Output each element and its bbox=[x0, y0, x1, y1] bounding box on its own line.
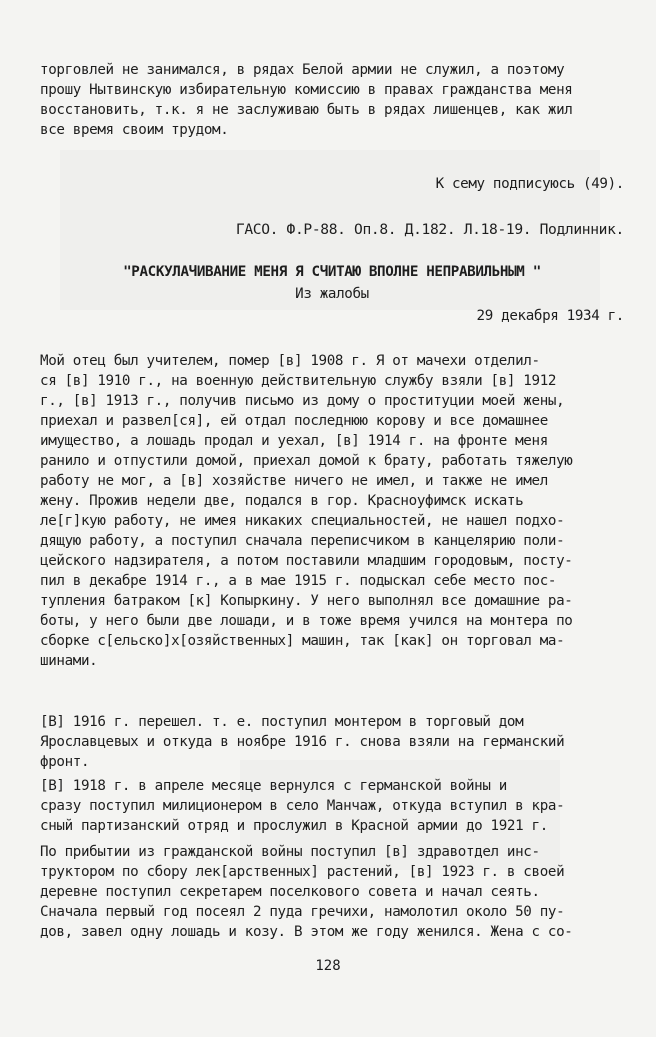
text-line: Ярославцевых и откуда в ноябре 1916 г. снова взяли на германский bbox=[40, 734, 565, 750]
text-line: сный партизанский отряд и прослужил в Красной армии до 1921 г. bbox=[40, 818, 548, 834]
text-line: прошу Нытвинскую избирательную комиссию в правах гражданства меня bbox=[40, 82, 573, 98]
text-line: Сначала первый год посеял 2 пуда гречихи, намолотил около 50 пу- bbox=[40, 904, 565, 920]
text-line: По прибытии из гражданской войны поступил [в] здравотдел инс- bbox=[40, 844, 540, 860]
text-line: цейского надзирателя, а потом поставили младшим городовым, посту- bbox=[40, 553, 573, 569]
text-line: [В] 1916 г. перешел. т. е. поступил монтером в торговый дом bbox=[40, 714, 524, 730]
document-title bbox=[40, 262, 624, 282]
text-line: шинами. bbox=[40, 653, 98, 669]
text-line: работу не мог, а [в] хозяйстве ничего не имел, и также не имел bbox=[40, 473, 548, 489]
text-line: сразу поступил милиционером в село Манчаж, откуда вступил в кра- bbox=[40, 798, 565, 814]
text-line: жену. Прожив недели две, подался в гор. Красноуфимск искать bbox=[40, 493, 524, 509]
top-paragraph bbox=[40, 60, 624, 140]
archive-reference-text: ГАСО. Ф.Р-88. Оп.8. Д.182. Л.18-19. Подлинник. bbox=[235, 221, 624, 238]
text-line: торговлей не занимался, в рядах Белой армии не служил, а поэтому bbox=[40, 62, 565, 78]
paragraph-1 bbox=[40, 351, 624, 671]
page-number: 128 bbox=[315, 958, 341, 974]
paragraph-3 bbox=[40, 776, 624, 836]
text-line: восстановить, т.к. я не заслуживаю быть в рядах лишенцев, как жил bbox=[40, 102, 573, 118]
text-line: ле[г]кую работу, не имея никаких специальностей, не нашел подхо- bbox=[40, 513, 565, 529]
signature-line bbox=[40, 174, 624, 194]
text-line: приехал и развел[ся], ей отдал последнюю корову и все домашнее bbox=[40, 413, 548, 429]
text-line: деревне поступил секретарем поселкового совета и начал сеять. bbox=[40, 884, 540, 900]
text-line: дящую работу, а поступил сначала переписчиком в канцелярию поли- bbox=[40, 533, 565, 549]
text-line: сборке с[ельско]х[озяйственных] машин, так [как] он торговал ма- bbox=[40, 633, 565, 649]
text-line: ранило и отпустили домой, приехал домой к брату, работать тяжелую bbox=[40, 453, 573, 469]
text-line: тупления батраком [к] Копыркину. У него выполнял все домашние ра- bbox=[40, 593, 573, 609]
document-subtitle bbox=[40, 284, 624, 304]
document-subtitle-text: Из жалобы bbox=[295, 286, 369, 302]
text-line: г., [в] 1913 г., получив письмо из дому о проституции моей жены, bbox=[40, 393, 565, 409]
text-line: боты, у него были две лошади, и в тоже время учился на монтера по bbox=[40, 613, 573, 629]
archive-reference bbox=[40, 220, 624, 240]
text-line: фронт. bbox=[40, 754, 90, 770]
document-date-text: 29 декабря 1934 г. bbox=[476, 308, 624, 324]
text-line: все время своим трудом. bbox=[40, 122, 229, 138]
text-line: дов, завел одну лошадь и козу. В этом же году женился. Жена с со- bbox=[40, 924, 573, 940]
signature-text: К сему подписуюсь (49). bbox=[435, 176, 624, 192]
text-line: имущество, а лошадь продал и уехал, [в] 1914 г. на фронте меня bbox=[40, 433, 548, 449]
text-line: [В] 1918 г. в апреле месяце вернулся с германской войны и bbox=[40, 778, 507, 794]
paragraph-2 bbox=[40, 712, 624, 772]
document-date bbox=[40, 306, 624, 326]
text-line: труктором по сбору лек[арственных] растений, [в] 1923 г. в своей bbox=[40, 864, 565, 880]
text-line: Мой отец был учителем, помер [в] 1908 г. Я от мачехи отделил- bbox=[40, 353, 540, 369]
document-title-text: "РАСКУЛАЧИВАНИЕ МЕНЯ Я СЧИТАЮ ВПОЛНЕ НЕПРАВИЛЬНЫМ " bbox=[123, 264, 541, 280]
text-line: пил в декабре 1914 г., а в мае 1915 г. подыскал себе место пос- bbox=[40, 573, 557, 589]
text-line: ся [в] 1910 г., на военную действительную службу взяли [в] 1912 bbox=[40, 373, 557, 389]
paragraph-4 bbox=[40, 842, 624, 942]
